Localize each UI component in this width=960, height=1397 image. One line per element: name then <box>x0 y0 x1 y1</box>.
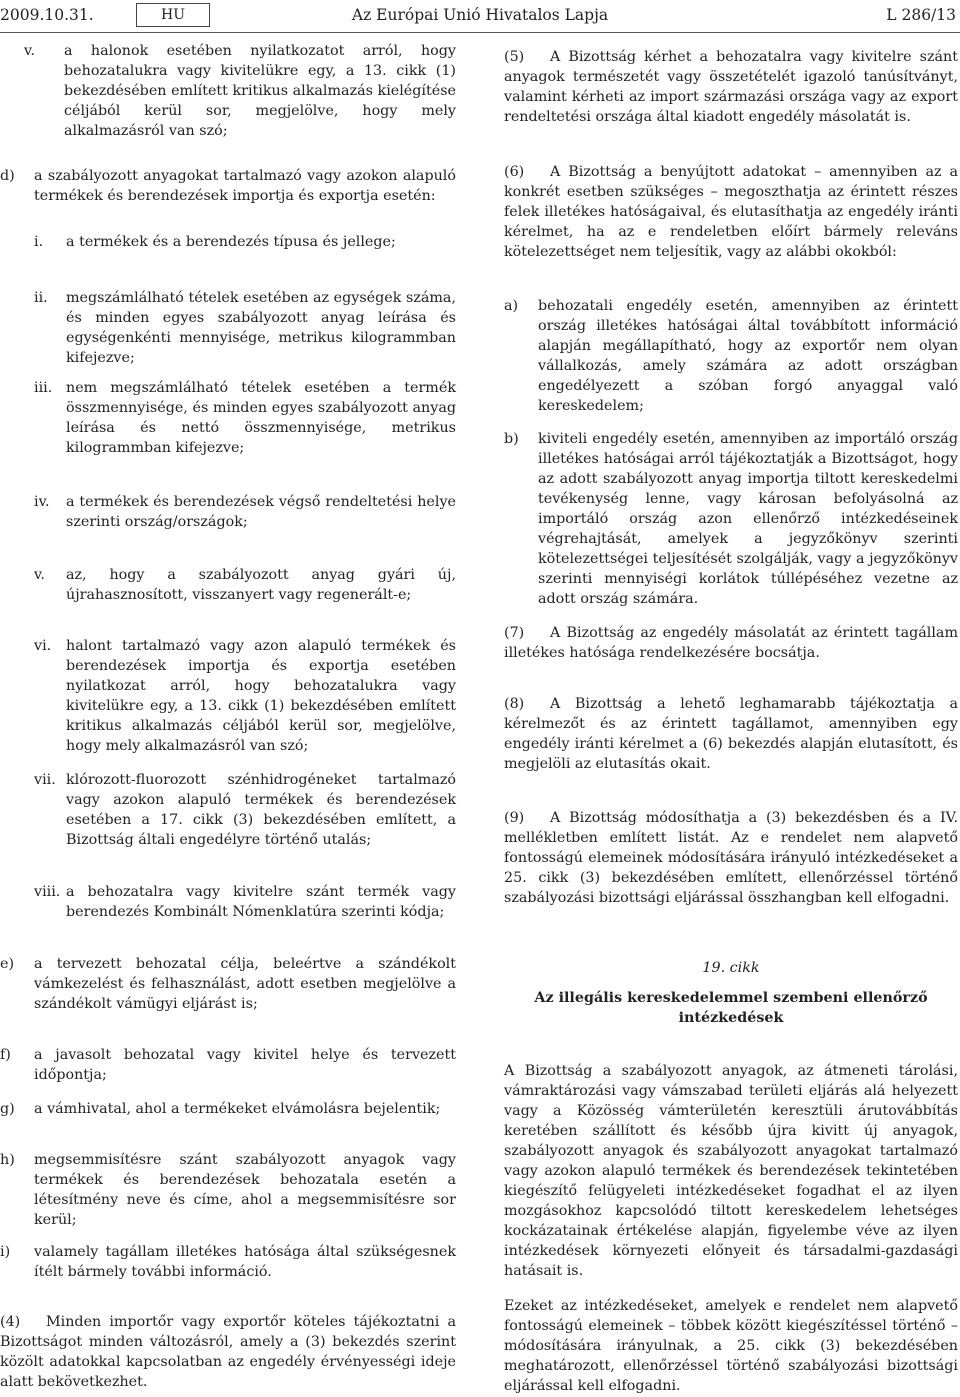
list-item-text: a tervezett behozatal célja, beleértve a szándékolt vámkezelést és felhasználást, adott esetben megjelölve a szándékolt vámügyi eljárást is; <box>34 956 456 1012</box>
paragraph-number: (6) <box>504 164 525 180</box>
list-item-a: a) behozatali engedély esetén, amennyiben az érintett ország illetékes hatóságai által továbbított információ alapján megállapítható, hogy az exportőr nem olyan vállalkozás, amely számára az adott országban engedélyezett a szóban forgó anyaggal való kereskedelem; <box>504 298 958 414</box>
list-item-e: e) a tervezett behozatal célja, beleértve a szándékolt vámkezelést és felhasználást, adott esetben megjelölve a szándékolt vámügyi eljárást is; <box>0 956 456 1012</box>
paragraph-8 <box>504 694 958 774</box>
paragraph-4 <box>0 1312 456 1392</box>
sub-item-viii: viii. a behozatalra vagy kivitelre szánt termék vagy berendezés Kombinált Nómenklatúra szerinti kódja; <box>34 884 456 920</box>
paragraph-6 <box>504 162 958 262</box>
article-paragraph-2: Ezeket az intézkedéseket, amelyek e rendelet nem alapvető fontosságú elemeinek – többek között kiegészítéssel történő – módosítására irányulnak, a 25. cikk (3) bekezdésében meghatározott, ellenőrzéssel történő szabályozási bizottsági eljárással kell elfogadni. <box>504 1298 958 1394</box>
sub-item-i: i. a termékek és a berendezés típusa és jellege; <box>34 232 456 252</box>
paragraph-number: (5) <box>504 49 525 65</box>
list-item-text: klórozott-fluorozott szénhidrogéneket tartalmazó vagy azokon alapuló termékek és berendezések esetében a 17. cikk (3) bekezdésében említett, a Bizottság általi engedélyre történő utalás; <box>66 772 456 848</box>
list-item-text: az, hogy a szabályozott anyag gyári új, újrahasznosított, visszanyert vagy regenerált-e; <box>66 567 456 603</box>
sub-item-v: v. az, hogy a szabályozott anyag gyári új, újrahasznosított, visszanyert vagy regenerált-e; <box>34 567 456 603</box>
sub-item-iv: iv. a termékek és berendezések végső rendeltetési helye szerinti ország/országok; <box>34 494 456 530</box>
paragraph-text: Minden importőr vagy exportőr köteles tájékoztatni a Bizottságot minden változásról, amely a (3) bekezdés szerint közölt adatokkal kapcsolatban az engedély érvényességi ideje alatt bekövetkezhet. <box>0 1314 456 1390</box>
list-item-b: b) kiviteli engedély esetén, amennyiben az importáló ország illetékes hatóságai arról tájékoztatják a Bizottságot, hogy az adott szabályozott anyag importja tiltott kereskedelmi tevékenység lenne, vagy károsan befolyásolná az importáló ország azon ellenőrző intézkedéseinek végrehajtását, amelyek a jegyzőkönyv szerinti kötelezettségei teljesítését szolgálják, vagy a jegyzőkönyv szerinti mennyiségi korlátok túllépéséhez vezetne az adott ország számára. <box>504 431 958 607</box>
list-item-v-top: v. a halonok esetében nyilatkozatot arról, hogy behozatalukra vagy kivitelükre egy, a 13. cikk (1) bekezdésében említett kritikus alkalmazás kielégítése céljából kerül sor, megjelölve, hogy mely alkalmazásról van szó; <box>24 43 456 139</box>
language-code-box: HU <box>136 3 210 27</box>
paragraph-text: A Bizottság kérhet a behozatalra vagy kivitelre szánt anyagok természetét vagy összetételét igazoló tanúsítványt, valamint kérheti az import származási országa vagy az export rendeltetési országa által kiadott engedély másolatát is. <box>504 49 958 125</box>
publication-date: 2009.10.31. <box>0 6 94 24</box>
list-item-text: halont tartalmazó vagy azon alapuló termékek és berendezések importja és exportja esetében nyilatkozat arról, hogy behozatalukra vagy kivitelükre egy, a 13. cikk (1) bekezdésében említett kritikus alkalmazás céljából kerül sor, megjelölve, hogy mely alkalmazásról van szó; <box>66 638 456 754</box>
list-item-text: a szabályozott anyagokat tartalmazó vagy azokon alapuló termékek és berendezések importja és exportja esetén: <box>34 168 456 204</box>
list-item-d: d) a szabályozott anyagokat tartalmazó vagy azokon alapuló termékek és berendezések importja és exportja esetén: <box>0 168 456 204</box>
sub-item-vii: vii. klórozott-fluorozott szénhidrogéneket tartalmazó vagy azokon alapuló termékek és berendezések esetében a 17. cikk (3) bekezdésében említett, a Bizottság általi engedélyre történő utalás; <box>34 772 456 848</box>
list-item-i: i) valamely tagállam illetékes hatósága által szükségesnek ítélt bármely további információ. <box>0 1244 456 1280</box>
paragraph-9 <box>504 808 958 908</box>
page-reference: L 286/13 <box>886 6 956 24</box>
list-item-text: megsemmisítésre szánt szabályozott anyagok vagy termékek és berendezések behozatala esetén a létesítmény neve és címe, ahol a megsemmisítésre sor kerül; <box>34 1152 456 1228</box>
paragraph-5 <box>504 47 958 127</box>
paragraph-text: A Bizottság a lehető leghamarabb tájékoztatja a kérelmezőt és az érintett tagállamot, amennyiben egy engedély iránti kérelmet a (6) bekezdés alapján elutasított, és megjelöli az elutasítás okait. <box>504 696 958 772</box>
list-item-text: kiviteli engedély esetén, amennyiben az importáló ország illetékes hatóságai arról tájékoztatják a Bizottságot, hogy az adott szabályozott anyag importja tiltott kereskedelmi tevékenység lenne, vagy károsan befolyásolná az importáló ország azon ellenőrző intézkedéseinek végrehajtását, amelyek a jegyzőkönyv szerinti kötelezettségei teljesítését szolgálják, vagy a jegyzőkönyv szerinti mennyiségi korlátok túllépéséhez vezetne az adott ország számára. <box>538 431 958 607</box>
list-item-f: f) a javasolt behozatal vagy kivitel helye és tervezett időpontja; <box>0 1047 456 1083</box>
list-item-text: valamely tagállam illetékes hatósága által szükségesnek ítélt bármely további információ. <box>34 1244 456 1280</box>
list-item-text: a termékek és berendezések végső rendeltetési helye szerinti ország/országok; <box>66 494 456 530</box>
paragraph-number: (9) <box>504 810 525 826</box>
list-item-text: a vámhivatal, ahol a termékeket elvámolásra bejelentik; <box>34 1101 441 1117</box>
article-number: 19. cikk <box>702 960 760 976</box>
list-item-text: behozatali engedély esetén, amennyiben az érintett ország illetékes hatóságai által továbbított információ alapján megállapítható, hogy az exportőr nem olyan vállalkozás, amely számára az adott országban engedélyezett a szóban forgó anyaggal való kereskedelem; <box>538 298 958 414</box>
paragraph-text: A Bizottság a benyújtott adatokat – amennyiben az a konkrét esetben szükséges – megoszthatja az érintett részes felek illetékes hatóságaival, és elutasíthatja az engedély iránti kérelmet, ha az e rendeletben előírt bármely releváns kötelezettséget nem teljesítik, vagy az alábbi okokból: <box>504 164 958 260</box>
list-item-g: g) a vámhivatal, ahol a termékeket elvámolásra bejelentik; <box>0 1099 456 1119</box>
list-item-text: a javasolt behozatal vagy kivitel helye és tervezett időpontja; <box>34 1047 456 1083</box>
paragraph-number: (7) <box>504 625 525 641</box>
paragraph-text: A Bizottság az engedély másolatát az érintett tagállam illetékes hatósága rendelkezésére bocsátja. <box>504 625 958 661</box>
article-paragraph-1: A Bizottság a szabályozott anyagok, az átmeneti tárolási, vámraktározási vagy vámszabad területi eljárás alá helyezett vagy a Közösség vámterületén keresztüli árutovábbítás keretében szállított és később újra kivitt új anyagok, szabályozott anyagok és szabályozott anyagokat tartalmazó vagy azokon alapuló termékek és berendezések tekintetében kiegészítő felügyeleti intézkedéseket fogadhat el az ilyen mozgásokhoz kapcsolódó tiltott kereskedelem lehetséges kockázatainak értékelése alapján, figyelembe véve az ilyen intézkedések környezeti előnyeit és társadalmi-gazdasági hatásait is. <box>504 1063 958 1279</box>
article-title: Az illegális kereskedelemmel szembeni ellenőrző intézkedések <box>534 990 928 1026</box>
header-divider <box>0 32 960 33</box>
paragraph-number: (4) <box>0 1314 21 1330</box>
page-header <box>0 0 960 40</box>
journal-title: Az Európai Unió Hivatalos Lapja <box>351 6 609 24</box>
sub-item-vi: vi. halont tartalmazó vagy azon alapuló termékek és berendezések importja és exportja esetében nyilatkozat arról, hogy behozatalukra vagy kivitelükre egy, a 13. cikk (1) bekezdésében említett kritikus alkalmazás céljából kerül sor, megjelölve, hogy mely alkalmazásról van szó; <box>34 638 456 754</box>
paragraph-text: A Bizottság módosíthatja a (3) bekezdésben és a IV. mellékletben említett listát. Az e rendelet nem alapvető fontosságú elemeinek módosítására irányuló intézkedéseket a 25. cikk (3) bekezdésében említett, ellenőrzéssel történő szabályozási bizottsági eljárással összhangban kell elfogadni. <box>504 810 958 906</box>
list-item-text: nem megszámlálható tételek esetében a termék összmennyisége, és minden egyes szabályozott anyag leírása és nettó összmennyisége, metrikus kilogrammban kifejezve; <box>66 380 456 456</box>
list-item-h: h) megsemmisítésre szánt szabályozott anyagok vagy termékek és berendezések behozatala esetén a létesítmény neve és címe, ahol a megsemmisítésre sor kerül; <box>0 1152 456 1228</box>
list-item-text: a termékek és a berendezés típusa és jellege; <box>66 234 396 250</box>
list-item-text: a behozatalra vagy kivitelre szánt termék vagy berendezés Kombinált Nómenklatúra szerinti kódja; <box>66 884 456 920</box>
list-item-text: megszámlálható tételek esetében az egységek száma, és minden egyes szabályozott anyag leírása és egységenkénti mennyisége, metrikus kilogrammban kifejezve; <box>66 290 456 366</box>
paragraph-7 <box>504 623 958 663</box>
paragraph-number: (8) <box>504 696 525 712</box>
sub-item-iii: iii. nem megszámlálható tételek esetében a termék összmennyisége, és minden egyes szabályozott anyag leírása és nettó összmennyisége, metrikus kilogrammban kifejezve; <box>34 380 456 456</box>
list-item-text: a halonok esetében nyilatkozatot arról, hogy behozatalukra vagy kivitelükre egy, a 13. cikk (1) bekezdésében említett kritikus alkalmazás kielégítése céljából kerül sor, megjelölve, hogy mely alkalmazásról van szó; <box>64 43 456 139</box>
sub-item-ii: ii. megszámlálható tételek esetében az egységek száma, és minden egyes szabályozott anyag leírása és egységenkénti mennyisége, metrikus kilogrammban kifejezve; <box>34 290 456 366</box>
